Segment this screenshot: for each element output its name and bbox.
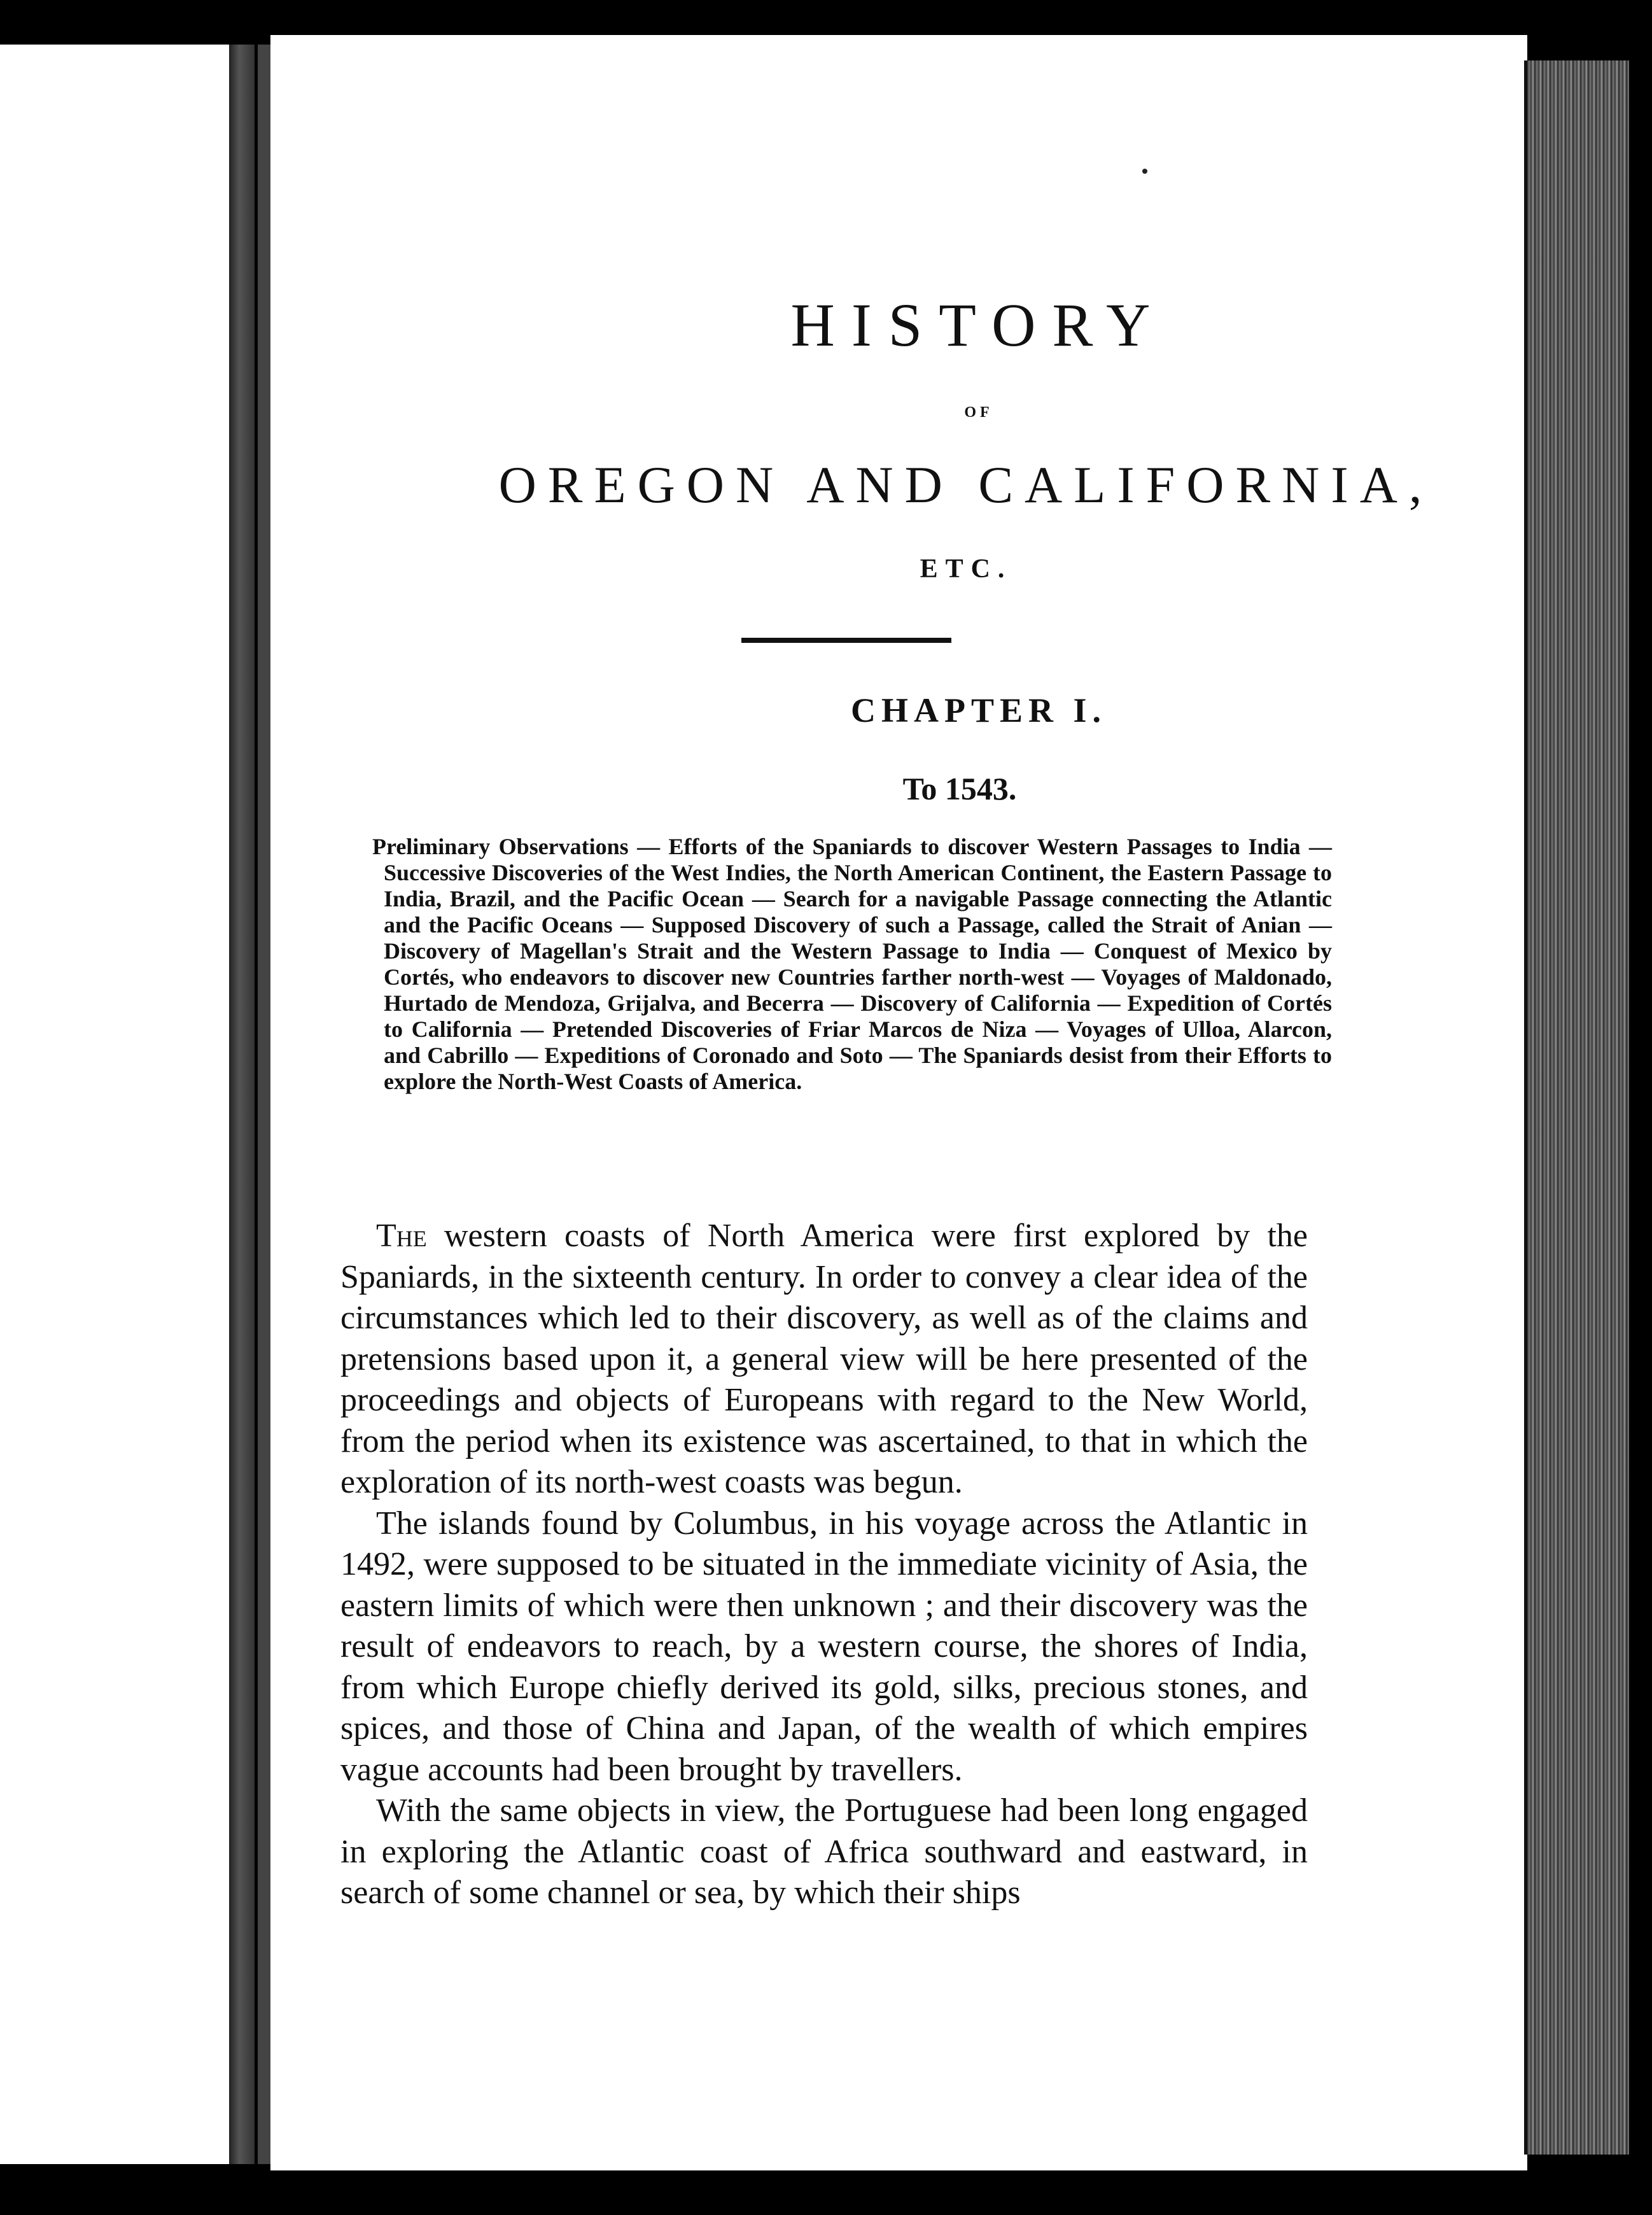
paragraph-3: With the same objects in view, the Portuguese had been long engaged in exploring the Atlantic coast of Africa southward and eastward, in search of some channel or sea, by which their ships: [340, 1792, 1308, 1911]
chapter-summary: Preliminary Observations — Efforts of the Spaniards to discover Western Passages to India — Successive Discoveries of the West Indies, the North American Continent, the Eastern Passage to India, Brazil, and the Pacific Ocean — Search for a navigable Passage connecting the Atlantic and the Pacific Oceans — Supposed Discovery of such a Passage, called the Strait of Anian — Discovery of Magellan's Strait and the Western Passage to India — Conquest of Mexico by Cortés, who endeavors to discover new Countries farther north-west — Voyages of Maldonado, Hurtado de Mendoza, Grijalva, and Becerra — Discovery of California — Expedition of Cortés to California — Pretended Discoveries of Friar Marcos de Niza — Voyages of Ulloa, Alarcon, and Cabrillo — Expeditions of Coronado and Soto — The Spaniards desist from their Efforts to explore the North-West Coasts of America.: [372, 834, 1332, 1094]
paper-speck: [1142, 169, 1147, 174]
book-gutter: [229, 45, 255, 2164]
chapter-heading: CHAPTER I.: [850, 691, 1107, 729]
paragraph-2: The islands found by Columbus, in his voyage across the Atlantic in 1492, were supposed to be situated in the immediate vicinity of Asia, the eastern limits of which were then unknown ; and their discovery was the result of endeavors to reach, by a western course, the shores of India, from which Europe chiefly derived its gold, silks, precious stones, and spices, and those of China and Japan, of the wealth of which empires vague accounts had been brought by travellers.: [340, 1505, 1308, 1788]
title-etc: ETC.: [920, 554, 1012, 584]
chapter-period: To 1543.: [902, 771, 1017, 806]
book-title: HISTORY: [790, 291, 1167, 359]
book-subtitle: OREGON AND CALIFORNIA,: [498, 456, 1434, 514]
paragraph-1: [340, 1216, 1308, 1503]
facing-page-left: [0, 45, 229, 2164]
gutter-shadow: [258, 45, 272, 2164]
paragraph-1-text: western coasts of North America were first explored by the Spaniards, in the sixteenth century. In order to convey a clear idea of the circumstances which led to their discovery, as well as of the claims and pretensions based upon it, a general view will be here presented of the proceedings and objects of Europeans with regard to the New World, from the period when its existence was ascertained, to that in which the exploration of its north-west coasts was begun.: [340, 1218, 1308, 1500]
title-rule: [741, 638, 951, 643]
title-of: OF: [964, 404, 993, 421]
book-fore-edge: [1527, 60, 1629, 2155]
chapter-body: [340, 1216, 1308, 1914]
paragraph-lead-word: The: [376, 1218, 427, 1254]
